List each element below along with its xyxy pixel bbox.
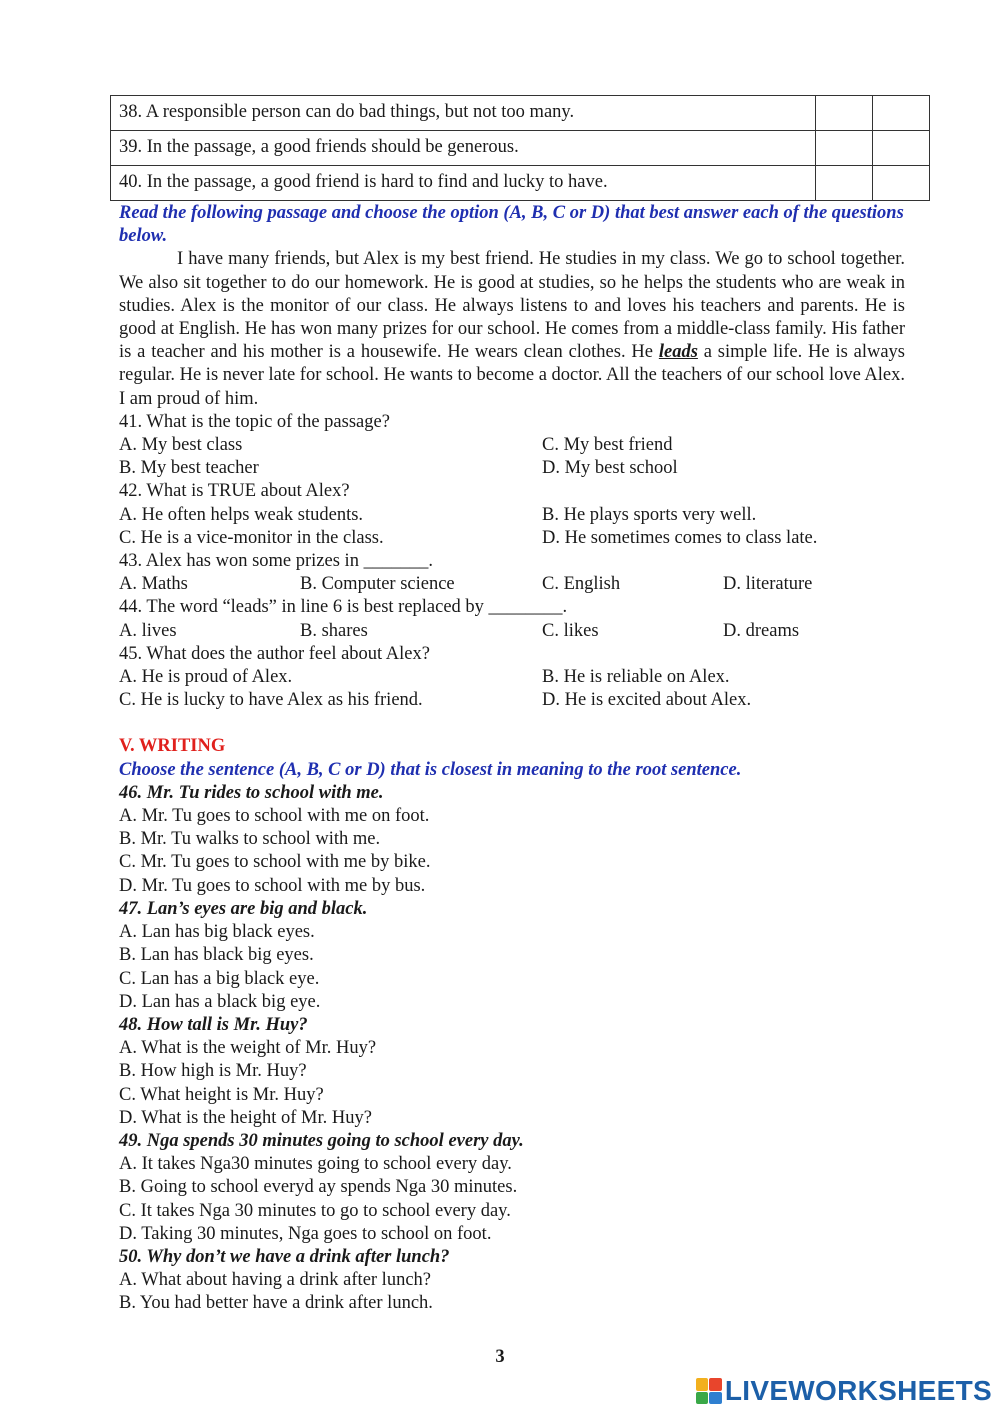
option-b[interactable]: B. My best teacher: [119, 458, 259, 479]
question-41: 41. What is the topic of the passage?: [119, 411, 390, 432]
options-row: [119, 457, 905, 480]
option-a[interactable]: A. What is the weight of Mr. Huy?: [119, 1038, 377, 1059]
false-answer-box[interactable]: [873, 166, 930, 201]
option-d[interactable]: D. Mr. Tu goes to school with me by bus.: [119, 875, 426, 896]
option-b[interactable]: B. shares: [300, 620, 368, 641]
passage-text: a simple life. He is always regular. He is never late for school. He wants to become a doctor. All the teachers of our school love Alex. I am proud of him.: [119, 342, 906, 409]
option-a[interactable]: A. Mr. Tu goes to school with me on foot.: [119, 806, 430, 827]
options-row: [119, 434, 905, 457]
liveworksheets-logo-icon: [696, 1378, 722, 1404]
table-row: [111, 166, 930, 201]
false-answer-box[interactable]: [873, 131, 930, 166]
option-c[interactable]: C. English: [542, 574, 621, 595]
question-48: 48. How tall is Mr. Huy?: [119, 1014, 308, 1035]
true-answer-box[interactable]: [816, 166, 873, 201]
question-42: 42. What is TRUE about Alex?: [119, 481, 350, 502]
option-b[interactable]: B. You had better have a drink after lunch.: [119, 1293, 433, 1314]
table-row: [111, 96, 930, 131]
false-answer-box[interactable]: [873, 96, 930, 131]
option-a[interactable]: A. What about having a drink after lunch?: [119, 1270, 431, 1291]
true-answer-box[interactable]: [816, 96, 873, 131]
reading-instruction: Read the following passage and choose the option (A, B, C or D) that best answer each of the questions below.: [119, 203, 904, 247]
question-47: 47. Lan’s eyes are big and black.: [119, 898, 368, 919]
option-a[interactable]: A. It takes Nga30 minutes going to school every day.: [119, 1154, 512, 1175]
passage-text: I have many friends, but Alex is my best friend. He studies in my class. We go to school together. We also sit together to do our homework. He is good at studies, so he helps the students who are weak in studies. Alex is the monitor of our class. He always listens to and loves his teachers and parents. He is good at English. He has won many prizes for our school. He comes from a middle-class family. His father is a teacher and his mother is a housewife. He wears clean clothes. He: [119, 249, 905, 363]
options-row: [119, 504, 905, 527]
option-c[interactable]: C. What height is Mr. Huy?: [119, 1084, 324, 1105]
option-a[interactable]: A. Maths: [119, 574, 188, 595]
options-row: [119, 573, 905, 596]
option-b[interactable]: B. He is reliable on Alex.: [542, 667, 730, 688]
passage-keyword: leads: [658, 342, 698, 363]
option-c[interactable]: C. Lan has a big black eye.: [119, 968, 320, 989]
statement-cell: 40. In the passage, a good friend is hard to find and lucky to have.: [111, 166, 816, 201]
brand-text: LIVEWORKSHEETS: [724, 1375, 992, 1407]
page-number: 3: [495, 1347, 505, 1367]
question-44: 44. The word “leads” in line 6 is best replaced by ________.: [119, 597, 568, 618]
content: [119, 202, 905, 1316]
option-c[interactable]: C. He is a vice-monitor in the class.: [119, 527, 384, 548]
section-title: V. WRITING: [119, 736, 226, 757]
option-d[interactable]: D. My best school: [542, 458, 678, 479]
option-a[interactable]: A. He is proud of Alex.: [119, 667, 293, 688]
option-d[interactable]: D. literature: [723, 574, 813, 595]
table-row: [111, 131, 930, 166]
true-false-table: [110, 95, 930, 201]
option-d[interactable]: D. He is excited about Alex.: [542, 690, 752, 711]
option-b[interactable]: B. Lan has black big eyes.: [119, 945, 314, 966]
reading-passage: [119, 248, 905, 410]
option-d[interactable]: D. dreams: [723, 620, 800, 641]
options-row: [119, 689, 905, 712]
statement-cell: 38. A responsible person can do bad things, but not too many.: [111, 96, 816, 131]
option-b[interactable]: B. Mr. Tu walks to school with me.: [119, 829, 381, 850]
option-a[interactable]: A. Lan has big black eyes.: [119, 922, 315, 943]
question-46: 46. Mr. Tu rides to school with me.: [119, 782, 384, 803]
option-d[interactable]: D. Lan has a black big eye.: [119, 991, 321, 1012]
option-b[interactable]: B. Computer science: [300, 574, 455, 595]
option-d[interactable]: D. What is the height of Mr. Huy?: [119, 1107, 372, 1128]
writing-instruction: Choose the sentence (A, B, C or D) that is closest in meaning to the root sentence.: [119, 759, 742, 780]
options-row: [119, 527, 905, 550]
option-d[interactable]: D. Taking 30 minutes, Nga goes to school on foot.: [119, 1223, 492, 1244]
question-43: 43. Alex has won some prizes in _______.: [119, 551, 433, 572]
option-a[interactable]: A. My best class: [119, 435, 243, 456]
question-49: 49. Nga spends 30 minutes going to school every day.: [119, 1130, 524, 1151]
option-a[interactable]: A. He often helps weak students.: [119, 504, 364, 525]
option-c[interactable]: C. It takes Nga 30 minutes to go to school every day.: [119, 1200, 511, 1221]
option-c[interactable]: C. Mr. Tu goes to school with me by bike.: [119, 852, 431, 873]
options-row: [119, 666, 905, 689]
question-50: 50. Why don’t we have a drink after lunch?: [119, 1246, 450, 1267]
options-row: [119, 620, 905, 643]
option-c[interactable]: C. He is lucky to have Alex as his friend.: [119, 690, 423, 711]
option-c[interactable]: C. likes: [542, 620, 599, 641]
true-answer-box[interactable]: [816, 131, 873, 166]
option-b[interactable]: B. He plays sports very well.: [542, 504, 757, 525]
statement-cell: 39. In the passage, a good friends should be generous.: [111, 131, 816, 166]
option-c[interactable]: C. My best friend: [542, 435, 673, 456]
question-45: 45. What does the author feel about Alex?: [119, 643, 430, 664]
option-a[interactable]: A. lives: [119, 620, 177, 641]
liveworksheets-logo[interactable]: [696, 1376, 992, 1406]
option-b[interactable]: B. How high is Mr. Huy?: [119, 1061, 307, 1082]
option-b[interactable]: B. Going to school everyd ay spends Nga 30 minutes.: [119, 1177, 518, 1198]
option-d[interactable]: D. He sometimes comes to class late.: [542, 527, 818, 548]
